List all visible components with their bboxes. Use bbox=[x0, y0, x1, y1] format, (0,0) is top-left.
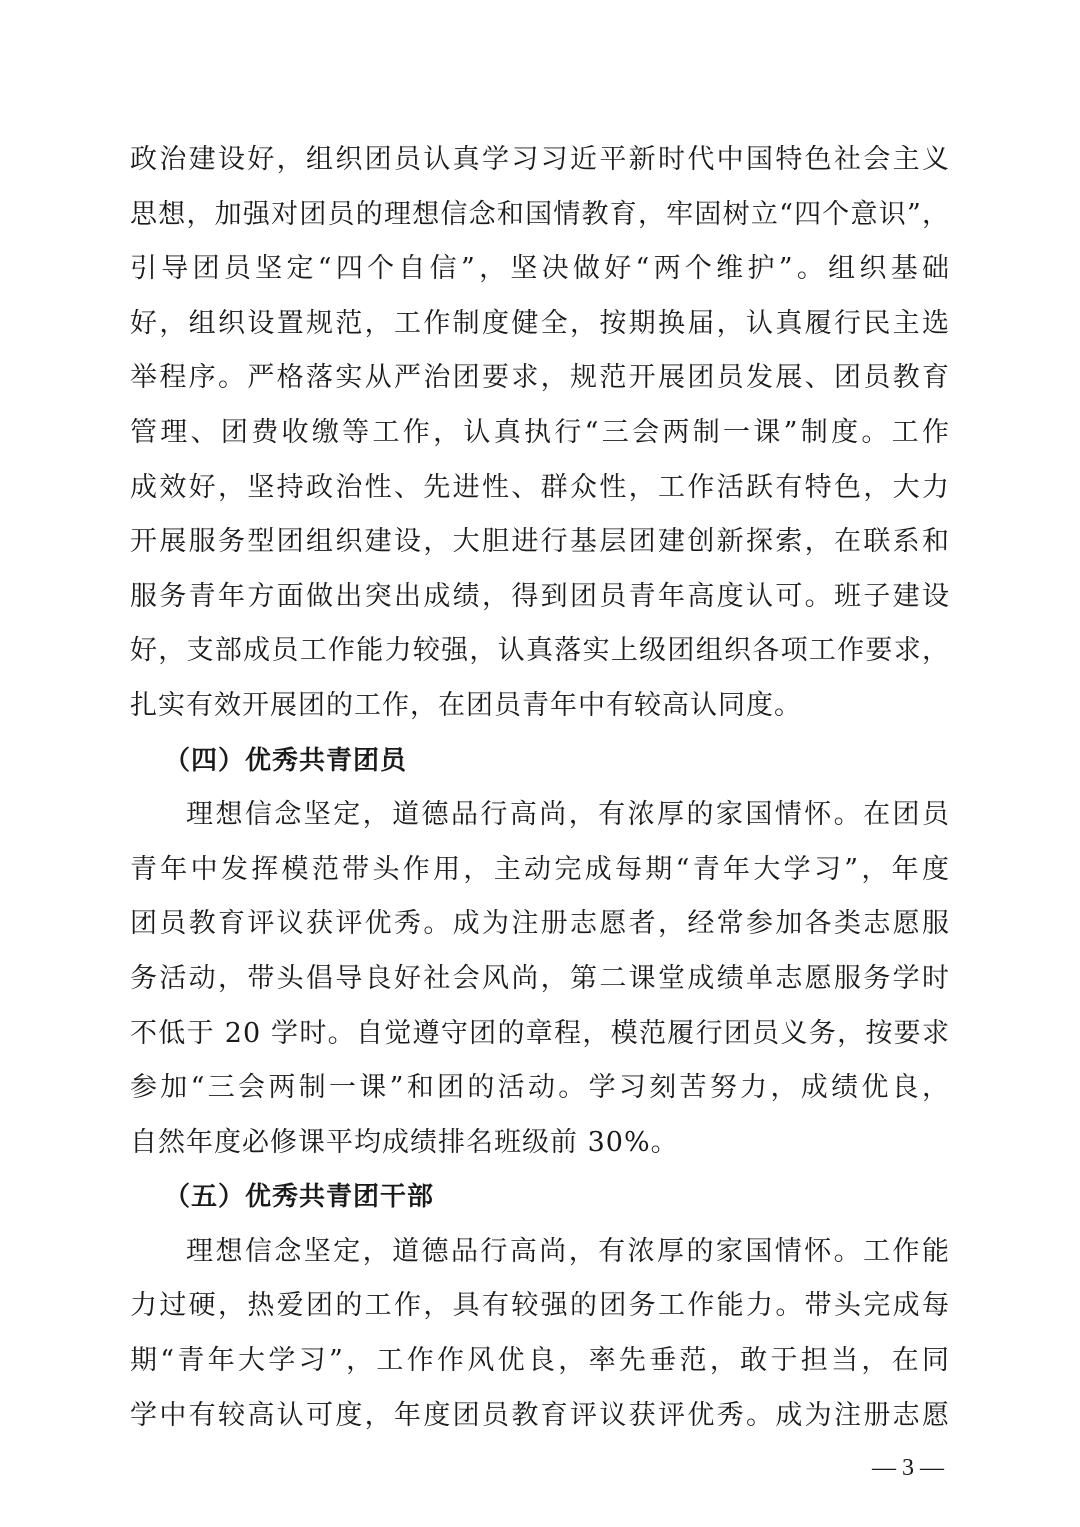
paragraph-line: 理想信念坚定，道德品行高尚，有浓厚的家国情怀。工作能 bbox=[186, 1235, 950, 1267]
paragraph-line: 自然年度必修课平均成绩排名班级前 30%。 bbox=[130, 1126, 679, 1158]
paragraph-line: 好，支部成员工作能力较强，认真落实上级团组织各项工作要求， bbox=[130, 635, 950, 667]
page-number: — 3 — bbox=[872, 1455, 944, 1481]
paragraph-line: 举程序。严格落实从严治团要求，规范开展团员发展、团员教育 bbox=[130, 362, 950, 394]
paragraph-line: 成效好，坚持政治性、先进性、群众性，工作活跃有特色，大力 bbox=[130, 471, 950, 503]
document-body bbox=[130, 133, 950, 1443]
paragraph-line: 青年中发挥模范带头作用，主动完成每期“青年大学习”，年度 bbox=[130, 853, 950, 885]
section-heading-excellent-cadre: （五）优秀共青团干部 bbox=[164, 1182, 435, 1213]
paragraph-line: 开展服务型团组织建设，大胆进行基层团建创新探索，在联系和 bbox=[130, 526, 950, 558]
paragraph-line: 参加“三会两制一课”和团的活动。学习刻苦努力，成绩优良， bbox=[130, 1072, 950, 1104]
paragraph-line: 扎实有效开展团的工作，在团员青年中有较高认同度。 bbox=[130, 689, 802, 721]
paragraph-line: 力过硬，热爱团的工作，具有较强的团务工作能力。带头完成每 bbox=[130, 1290, 950, 1322]
paragraph-line: 务活动，带头倡导良好社会风尚，第二课堂成绩单志愿服务学时 bbox=[130, 962, 950, 994]
paragraph-line: 学中有较高认可度，年度团员教育评议获评优秀。成为注册志愿 bbox=[130, 1399, 950, 1431]
paragraph-line: 期“青年大学习”，工作作风优良，率先垂范，敢于担当，在同 bbox=[130, 1345, 950, 1377]
paragraph-line: 服务青年方面做出突出成绩，得到团员青年高度认可。班子建设 bbox=[130, 580, 950, 612]
section-heading-excellent-member: （四）优秀共青团员 bbox=[164, 745, 408, 776]
paragraph-line: 政治建设好，组织团员认真学习习近平新时代中国特色社会主义 bbox=[130, 144, 950, 175]
paragraph-line: 团员教育评议获评优秀。成为注册志愿者，经常参加各类志愿服 bbox=[130, 908, 950, 940]
paragraph-line: 理想信念坚定，道德品行高尚，有浓厚的家国情怀。在团员 bbox=[186, 799, 950, 831]
paragraph-line: 管理、团费收缴等工作，认真执行“三会两制一课”制度。工作 bbox=[130, 416, 950, 448]
paragraph-line: 引导团员坚定“四个自信”，坚决做好“两个维护”。组织基础 bbox=[130, 253, 950, 285]
paragraph-line: 不低于 20 学时。自觉遵守团的章程，模范履行团员义务，按要求 bbox=[130, 1017, 950, 1049]
paragraph-line: 好，组织设置规范，工作制度健全，按期换届，认真履行民主选 bbox=[130, 307, 950, 339]
paragraph-line: 思想，加强对团员的理想信念和国情教育，牢固树立“四个意识”， bbox=[130, 198, 950, 230]
